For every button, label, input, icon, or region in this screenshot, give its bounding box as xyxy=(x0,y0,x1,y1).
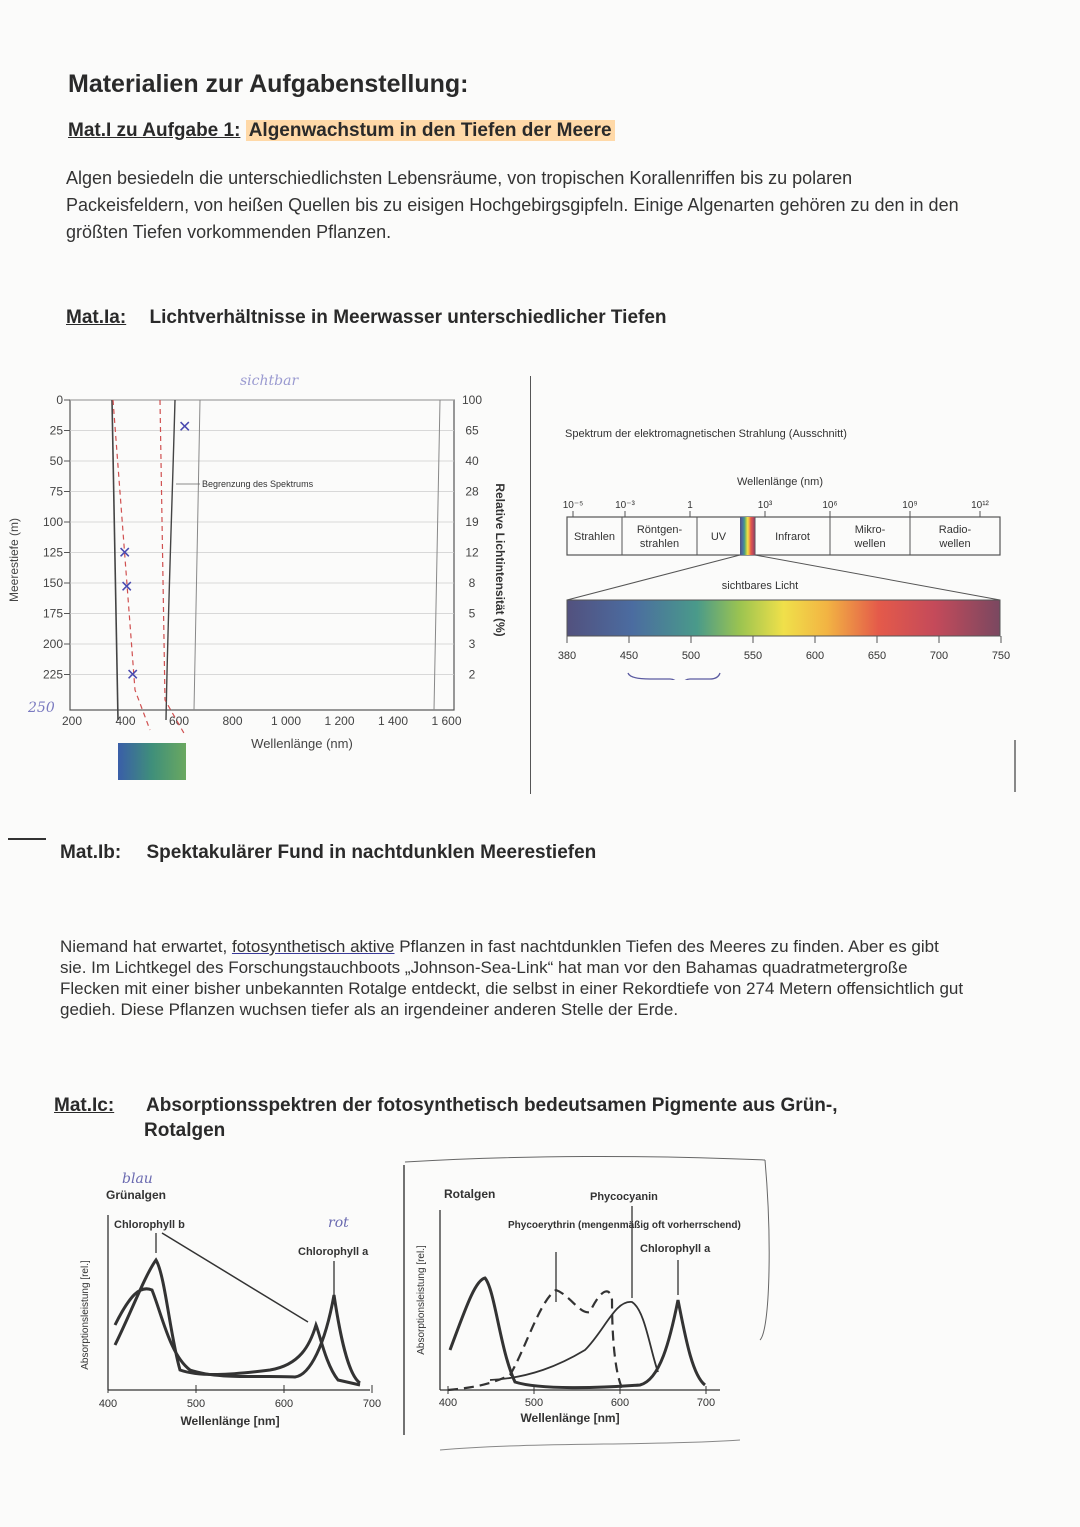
chlorophyll-b-label: Chlorophyll b xyxy=(114,1219,185,1231)
depth-tick-label: 50 xyxy=(49,454,63,468)
green-x-tick-label: 700 xyxy=(362,1398,382,1410)
wavelength-tick-label: 1 600 xyxy=(431,714,462,728)
mat1b-text-post: Pflanzen in fast nachtdunklen Tiefen des Meeres zu finden. Aber es gibt sie. Im Lichtkegel des Forschungstauchboots „Johnson-Sea-Link“ hat man vor den Bahamas quadratmetergroße Flecken mit einer bisher unbekannten Rotalge entdeckt, die selbst in einer Rekordtiefe von 274 Metern offensichtlich gut gedieh. Diese Pflanzen wuchsen tiefer als an irgendeiner anderen Stelle der Erde. xyxy=(60,937,964,1019)
visible-tick-label: 380 xyxy=(557,650,577,662)
wavelength-axis-label: Wellenlänge (nm) xyxy=(251,736,353,751)
handwritten-cross: ✕ xyxy=(178,419,192,436)
spectrum-limit-right-curve xyxy=(166,400,175,720)
handwritten-dashed-line xyxy=(160,400,185,735)
em-scale-label: 10⁶ xyxy=(822,500,838,511)
mat1c-title-line2: Rotalgen xyxy=(144,1120,226,1141)
visible-tick-label: 700 xyxy=(929,650,949,662)
visible-light-swatch xyxy=(118,743,186,780)
em-scale-label: 1 xyxy=(687,500,693,511)
margin-mark xyxy=(8,838,46,840)
intensity-tick-label: 5 xyxy=(468,606,476,621)
depth-tick-label: 150 xyxy=(42,576,63,590)
chlorophyll-a-label-red: Chlorophyll a xyxy=(640,1243,711,1255)
em-spectrum-chart xyxy=(540,415,1040,680)
em-band-label: strahlen xyxy=(639,538,680,550)
em-scale-label: 10⁻³ xyxy=(615,500,635,511)
phycocyanin-label: Phycocyanin xyxy=(590,1191,658,1203)
chlorophyll-a-label-green: Chlorophyll a xyxy=(298,1246,369,1258)
green-x-tick-label: 600 xyxy=(274,1398,294,1410)
depth-tick-label: 225 xyxy=(42,667,63,682)
intensity-tick-label: 65 xyxy=(465,423,479,438)
handwritten-blue: blau xyxy=(122,1171,153,1187)
mat1b-label: Mat.Ib: xyxy=(60,842,122,863)
margin-bracket xyxy=(1014,740,1016,792)
mat1-heading xyxy=(68,120,615,142)
green-x-label: Wellenlänge [nm] xyxy=(180,1414,280,1428)
green-algae-chart xyxy=(70,1165,400,1445)
green-algae-title: Grünalgen xyxy=(106,1188,167,1202)
red-x-label: Wellenlänge [nm] xyxy=(520,1411,620,1425)
em-band-label: Strahlen xyxy=(574,531,615,543)
mat1c-label: Mat.Ic: xyxy=(54,1095,115,1116)
mat1b-title: Spektakulärer Fund in nachtdunklen Meerestiefen xyxy=(146,842,597,863)
phycoerythrin-curve xyxy=(448,1290,622,1390)
visible-spectrum-ticks xyxy=(558,636,1010,662)
em-scale-label: 10⁹ xyxy=(902,500,918,511)
visible-spectrum-bar xyxy=(567,600,1000,636)
depth-axis-label: Meerestiefe (m) xyxy=(7,517,21,603)
em-band-label: wellen xyxy=(939,538,971,550)
chlorophyll-a-curve-green xyxy=(115,1289,360,1383)
depth-tick-label: 125 xyxy=(42,545,63,560)
em-band-label: Radio- xyxy=(938,524,972,536)
handwritten-red: rot xyxy=(328,1215,349,1231)
em-band-label: Röntgen- xyxy=(636,524,683,536)
em-band-label: Infrarot xyxy=(775,531,810,543)
red-x-tick-label: 600 xyxy=(610,1397,630,1409)
mat1b-heading xyxy=(60,842,596,864)
intensity-tick-label: 8 xyxy=(468,576,476,590)
spectrum-limit-curve-2 xyxy=(194,400,200,710)
depth-chart-grid xyxy=(70,400,454,675)
intensity-tick-label: 2 xyxy=(468,667,476,682)
depth-tick-label: 25 xyxy=(49,423,63,438)
green-y-label: Absorptionsleistung [rel.] xyxy=(80,1260,91,1370)
visible-tick-label: 650 xyxy=(867,650,887,662)
wavelength-x-ticks xyxy=(62,714,462,728)
em-band-label: Mikro- xyxy=(854,524,886,536)
mat1a-label: Mat.Ia: xyxy=(66,307,127,328)
handwritten-bracket-top xyxy=(405,1156,765,1162)
em-scale-label: 10¹² xyxy=(971,500,989,511)
intensity-tick-label: 3 xyxy=(468,637,476,651)
em-spectrum-title: Spektrum der elektromagnetischen Strahlung (Ausschnitt) xyxy=(565,428,847,440)
handwritten-bracket-right xyxy=(760,1160,769,1340)
mat1b-text xyxy=(60,936,965,1020)
handwritten-note: sichtbar xyxy=(240,373,299,389)
mat1-text: Algen besiedeln die unterschiedlichsten Lebensräume, von tropischen Korallenriffen bis zu polaren Packeisfeldern, von heißen Quellen bis zu eisigen Hochgebirgsgipfeln. Einige Algenarten gehören zu den in den größten Tiefen vorkommenden Pflanzen. xyxy=(66,168,959,242)
em-bands xyxy=(574,517,972,555)
em-band-label: wellen xyxy=(854,538,886,550)
mat1c-heading xyxy=(54,1095,984,1142)
visible-tick-label: 450 xyxy=(619,650,639,662)
visible-light-label: sichtbares Licht xyxy=(721,580,799,592)
green-x-ticks xyxy=(99,1385,381,1410)
spectrum-limit-label: Begrenzung des Spektrums xyxy=(202,479,314,489)
chart-separator xyxy=(530,376,531,794)
visible-tick-label: 750 xyxy=(991,650,1011,662)
mat1b-text-pre: Niemand hat erwartet, xyxy=(60,937,232,956)
intensity-tick-label: 28 xyxy=(465,484,479,499)
wavelength-tick-label: 1 000 xyxy=(270,714,302,728)
depth-tick-label: 200 xyxy=(42,637,63,651)
expand-line-left xyxy=(567,555,740,600)
depth-tick-label: 75 xyxy=(49,484,63,499)
visible-strip xyxy=(740,517,755,555)
depth-y-ticks xyxy=(43,393,70,682)
wavelength-tick-label: 200 xyxy=(61,714,83,728)
green-x-tick-label: 400 xyxy=(98,1398,118,1410)
handwritten-bracket-bottom xyxy=(440,1440,740,1450)
em-scale-label: 10⁻⁵ xyxy=(562,500,584,511)
mat1-label: Mat.I zu Aufgabe 1: xyxy=(68,120,241,141)
red-y-label: Absorptionsleistung [rel.] xyxy=(416,1245,427,1355)
em-scale-label: 10³ xyxy=(757,500,773,511)
em-scale-ticks xyxy=(563,500,990,517)
handwritten-arrow xyxy=(162,1233,308,1322)
wavelength-tick-label: 800 xyxy=(222,714,243,728)
intensity-axis-label: Relative Lichtintensität (%) xyxy=(493,483,507,637)
mat1c-title-line1: Absorptionsspektren der fotosynthetisch bedeutsamen Pigmente aus Grün-, xyxy=(146,1095,838,1116)
em-band-label: UV xyxy=(710,531,727,543)
depth-light-chart xyxy=(0,360,520,790)
handwritten-brace xyxy=(628,673,720,680)
red-algae-title: Rotalgen xyxy=(444,1187,496,1201)
chlorophyll-a-curve-red xyxy=(450,1278,705,1388)
intensity-tick-label: 40 xyxy=(465,454,479,468)
expand-line-right xyxy=(755,555,1000,600)
red-algae-chart xyxy=(400,1150,780,1460)
handwritten-cross: ✕ xyxy=(126,667,140,684)
red-x-tick-label: 400 xyxy=(438,1397,458,1409)
depth-tick-label: 100 xyxy=(42,515,63,529)
red-x-tick-label: 500 xyxy=(524,1397,544,1409)
handwritten-cross: ✕ xyxy=(118,545,132,562)
em-axis-label: Wellenlänge (nm) xyxy=(736,476,824,488)
intensity-tick-label: 100 xyxy=(461,393,483,407)
wavelength-tick-label: 600 xyxy=(168,714,190,728)
spectrum-limit-curve-3 xyxy=(434,400,440,710)
page-heading: Materialien zur Aufgabenstellung: xyxy=(68,70,469,98)
handwritten-depth: 250 xyxy=(28,700,55,716)
mat1b-text-marked: fotosynthetisch aktive xyxy=(231,937,395,956)
wavelength-tick-label: 1 200 xyxy=(324,714,355,728)
handwritten-cross: ✕ xyxy=(120,579,134,596)
red-x-tick-label: 700 xyxy=(696,1397,716,1409)
phycoerythrin-label: Phycoerythrin (mengenmäßig oft vorherrschend) xyxy=(508,1220,741,1231)
visible-tick-label: 500 xyxy=(681,650,701,662)
phycocyanin-curve xyxy=(490,1302,658,1380)
visible-tick-label: 550 xyxy=(743,650,763,662)
wavelength-tick-label: 400 xyxy=(115,714,136,728)
mat1a-heading xyxy=(66,307,667,329)
mat1-title: Algenwachstum in den Tiefen der Meere xyxy=(246,120,615,141)
intensity-y-ticks xyxy=(462,393,482,682)
intensity-tick-label: 12 xyxy=(465,545,479,560)
wavelength-tick-label: 1 400 xyxy=(377,714,409,728)
depth-tick-label: 0 xyxy=(56,393,63,407)
intensity-tick-label: 19 xyxy=(465,515,479,529)
visible-tick-label: 600 xyxy=(805,650,825,662)
green-x-tick-label: 500 xyxy=(186,1398,206,1410)
mat1a-title: Lichtverhältnisse in Meerwasser unterschiedlicher Tiefen xyxy=(149,307,667,328)
depth-tick-label: 175 xyxy=(42,606,63,621)
